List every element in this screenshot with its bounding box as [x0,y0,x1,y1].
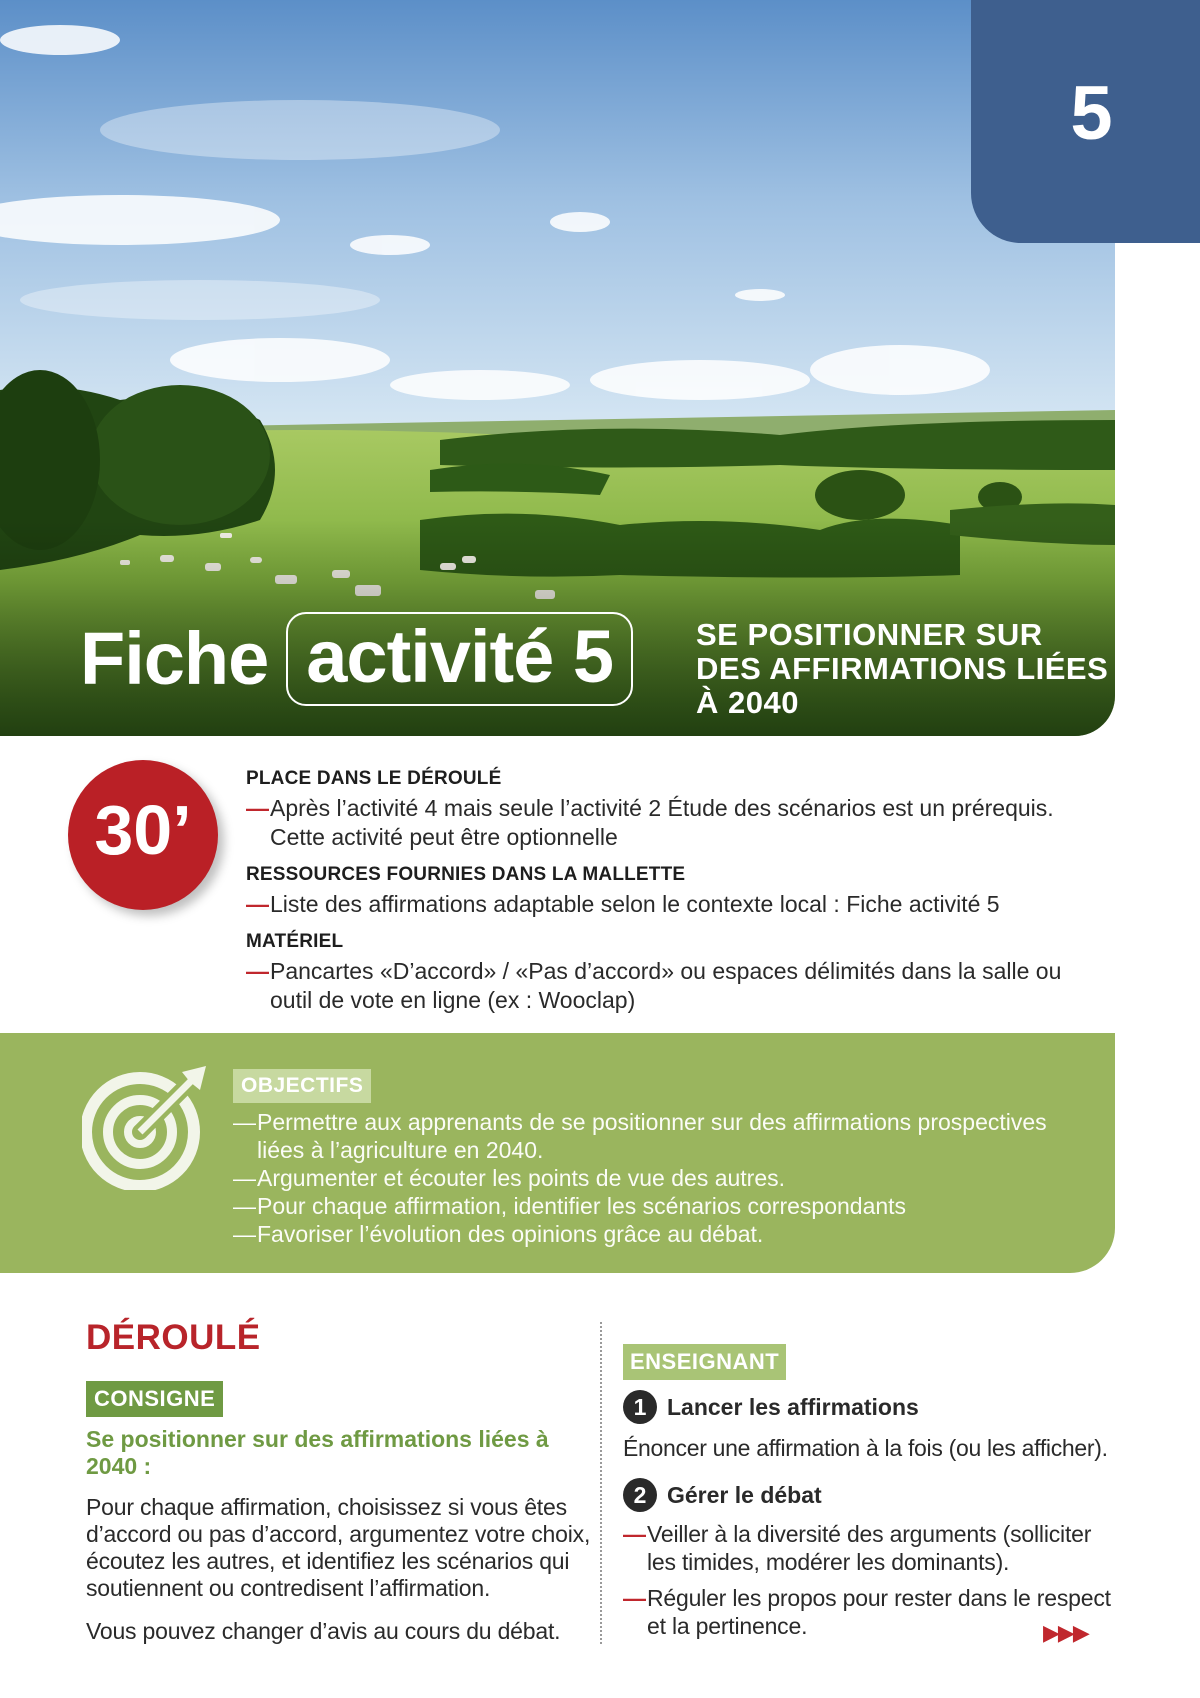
ressources-heading: RESSOURCES FOURNIES DANS LA MALLETTE [246,864,686,885]
enseignant-tag: ENSEIGNANT [623,1344,786,1380]
title-boxed: activité 5 [286,612,633,706]
duration-badge [68,760,218,910]
page-subtitle: SE POSITIONNER SUR DES AFFIRMATIONS LIÉES À 2040 [696,617,1109,720]
consigne-tag: CONSIGNE [86,1381,223,1417]
place-heading: PLACE DANS LE DÉROULÉ [246,768,502,789]
next-page-arrows-icon[interactable]: ▶▶▶ [1043,1620,1088,1645]
consigne-subtitle: Se positionner sur des affirmations liées à 2040 : [86,1426,549,1479]
objectifs-list [233,1108,1053,1248]
target-icon [82,1060,212,1190]
list-item: — Favoriser l’évolution des opinions grâce au débat. [233,1220,1053,1248]
step-2-heading [623,1478,822,1512]
title-word: Fiche [80,617,269,700]
deroule-title: DÉROULÉ [86,1318,261,1357]
consigne-body: Pour chaque affirmation, choisissez si vous êtes d’accord ou pas d’accord, argumentez votre choix, écoutez les autres, et identifiez les scénarios qui soutiennent ou contredisent l’affirmation. [86,1494,591,1601]
step-1-label: Lancer les affirmations [667,1393,919,1420]
step-2-number: 2 [623,1478,657,1512]
materiel-text: — Pancartes «D’accord» / «Pas d’accord» ou espaces délimités dans la salle ou outil de vote en ligne (ex : Wooclap) [246,957,1106,1015]
list-item: — Argumenter et écouter les points de vue des autres. [233,1164,1053,1192]
info-content [246,768,1106,1027]
duration-text: 30’ [94,791,192,869]
ressources-text: — Liste des affirmations adaptable selon le contexte local : Fiche activité 5 [246,890,1106,919]
materiel-heading: MATÉRIEL [246,931,344,952]
objectifs-tag: OBJECTIFS [233,1069,371,1103]
step-1-number: 1 [623,1390,657,1424]
consigne-body-2: Vous pouvez changer d’avis au cours du débat. [86,1618,561,1644]
column-divider [600,1322,602,1644]
list-item: — Pour chaque affirmation, identifier les scénarios correspondants [233,1192,1053,1220]
activity-number: 5 [1070,71,1113,156]
step-1-heading [623,1390,919,1424]
list-item: — Réguler les propos pour rester dans le respect et la pertinence. [623,1584,1123,1640]
place-text: — Après l’activité 4 mais seule l’activité 2 Étude des scénarios est un prérequis. Cette activité peut être optionnelle [246,794,1106,852]
list-item: — Permettre aux apprenants de se positionner sur des affirmations prospectives liées à l’agriculture en 2040. [233,1108,1053,1164]
step-1-text: Énoncer une affirmation à la fois (ou les afficher). [623,1435,1108,1461]
page-title [80,612,633,706]
list-item: — Veiller à la diversité des arguments (solliciter les timides, modérer les dominants). [623,1520,1123,1576]
activity-number-tab [971,0,1200,243]
step-2-label: Gérer le débat [667,1481,822,1508]
hero-banner [0,0,1115,736]
